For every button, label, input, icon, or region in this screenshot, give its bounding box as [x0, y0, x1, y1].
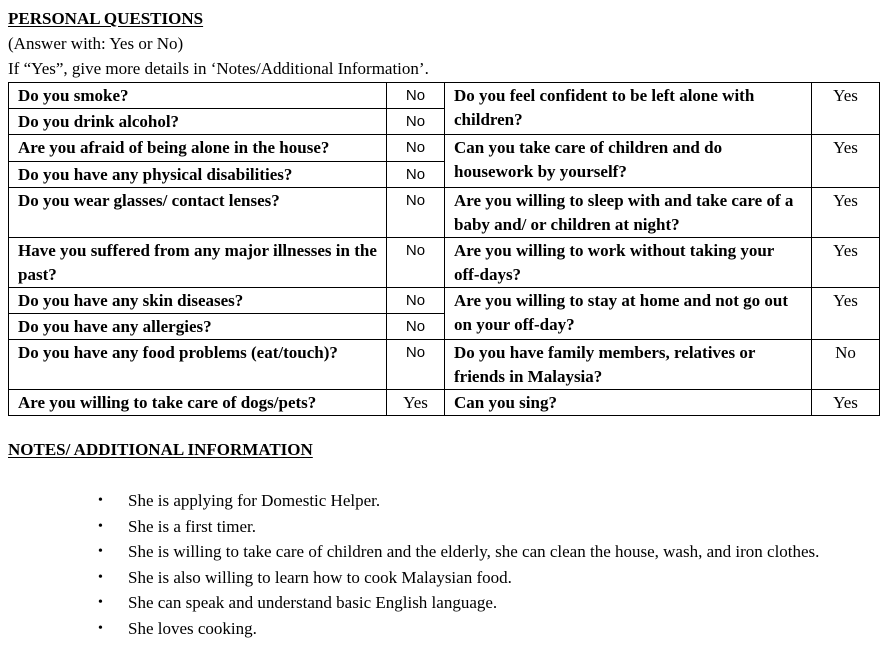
list-item: [0, 616, 892, 642]
answer-food-problems: No: [387, 340, 445, 390]
question-left-alone-children: Do you feel confident to be left alone with children?: [445, 83, 812, 135]
question-children-housework: Can you take care of children and do housework by yourself?: [445, 135, 812, 188]
table-row: [9, 83, 880, 109]
note-text: She is willing to take care of children and the elderly, she can clean the house, wash, and iron clothes.: [128, 542, 820, 562]
answer-work-without-offdays: Yes: [812, 238, 880, 288]
list-item: [0, 590, 892, 616]
details-instruction: If “Yes”, give more details in ‘Notes/Additional Information’.: [8, 59, 429, 78]
answer-sleep-with-baby: Yes: [812, 188, 880, 238]
note-text: She can speak and understand basic English language.: [128, 593, 498, 613]
bullet-icon: •: [98, 595, 103, 611]
bullet-icon: •: [98, 544, 103, 560]
question-family-in-malaysia: Do you have family members, relatives or friends in Malaysia?: [445, 340, 812, 390]
answer-major-illnesses: No: [387, 238, 445, 288]
question-food-problems: Do you have any food problems (eat/touch)?: [9, 340, 387, 390]
answer-instruction: (Answer with: Yes or No): [8, 34, 184, 53]
section-title-personal-questions: PERSONAL QUESTIONS: [8, 9, 204, 28]
bullet-icon: •: [98, 569, 103, 585]
answer-skin-diseases: No: [387, 288, 445, 314]
list-item: [0, 565, 892, 591]
question-stay-home-offday: Are you willing to stay at home and not go out on your off-day?: [445, 288, 812, 340]
answer-physical-disabilities: No: [387, 162, 445, 188]
question-glasses: Do you wear glasses/ contact lenses?: [9, 188, 387, 238]
answer-family-in-malaysia: No: [812, 340, 880, 390]
question-dogs-pets: Are you willing to take care of dogs/pets?: [9, 390, 387, 416]
list-item: [0, 488, 892, 514]
question-work-without-offdays: Are you willing to work without taking your off-days?: [445, 238, 812, 288]
table-row: [9, 288, 880, 314]
table-row: [9, 135, 880, 162]
question-sleep-with-baby: Are you willing to sleep with and take care of a baby and/ or children at night?: [445, 188, 812, 238]
notes-list: [0, 488, 892, 642]
answer-smoke: No: [387, 83, 445, 109]
answer-alcohol: No: [387, 109, 445, 135]
personal-questions-table: [8, 82, 880, 416]
question-skin-diseases: Do you have any skin diseases?: [9, 288, 387, 314]
question-major-illnesses: Have you suffered from any major illnesses in the past?: [9, 238, 387, 288]
question-smoke: Do you smoke?: [9, 83, 387, 109]
section-title-notes: NOTES/ ADDITIONAL INFORMATION: [8, 440, 313, 459]
bullet-icon: •: [98, 493, 103, 508]
note-text: She loves cooking.: [128, 618, 257, 638]
list-item: [0, 514, 892, 540]
bullet-icon: •: [98, 518, 103, 534]
note-text: She is applying for Domestic Helper.: [128, 491, 381, 510]
answer-left-alone-children: Yes: [812, 83, 880, 135]
answer-sing: Yes: [812, 390, 880, 416]
question-sing: Can you sing?: [445, 390, 812, 416]
table-row: [9, 340, 880, 390]
table-row: [9, 390, 880, 416]
question-alcohol: Do you drink alcohol?: [9, 109, 387, 135]
note-text: She is also willing to learn how to cook Malaysian food.: [128, 567, 512, 587]
table-row: [9, 188, 880, 238]
question-afraid-alone: Are you afraid of being alone in the house?: [9, 135, 387, 162]
question-physical-disabilities: Do you have any physical disabilities?: [9, 162, 387, 188]
question-allergies: Do you have any allergies?: [9, 314, 387, 340]
table-row: [9, 238, 880, 288]
answer-glasses: No: [387, 188, 445, 238]
answer-dogs-pets: Yes: [387, 390, 445, 416]
list-item: [0, 539, 892, 565]
bullet-icon: •: [98, 620, 103, 636]
answer-stay-home-offday: Yes: [812, 288, 880, 340]
note-text: She is a first timer.: [128, 516, 256, 536]
answer-children-housework: Yes: [812, 135, 880, 188]
answer-allergies: No: [387, 314, 445, 340]
answer-afraid-alone: No: [387, 135, 445, 162]
